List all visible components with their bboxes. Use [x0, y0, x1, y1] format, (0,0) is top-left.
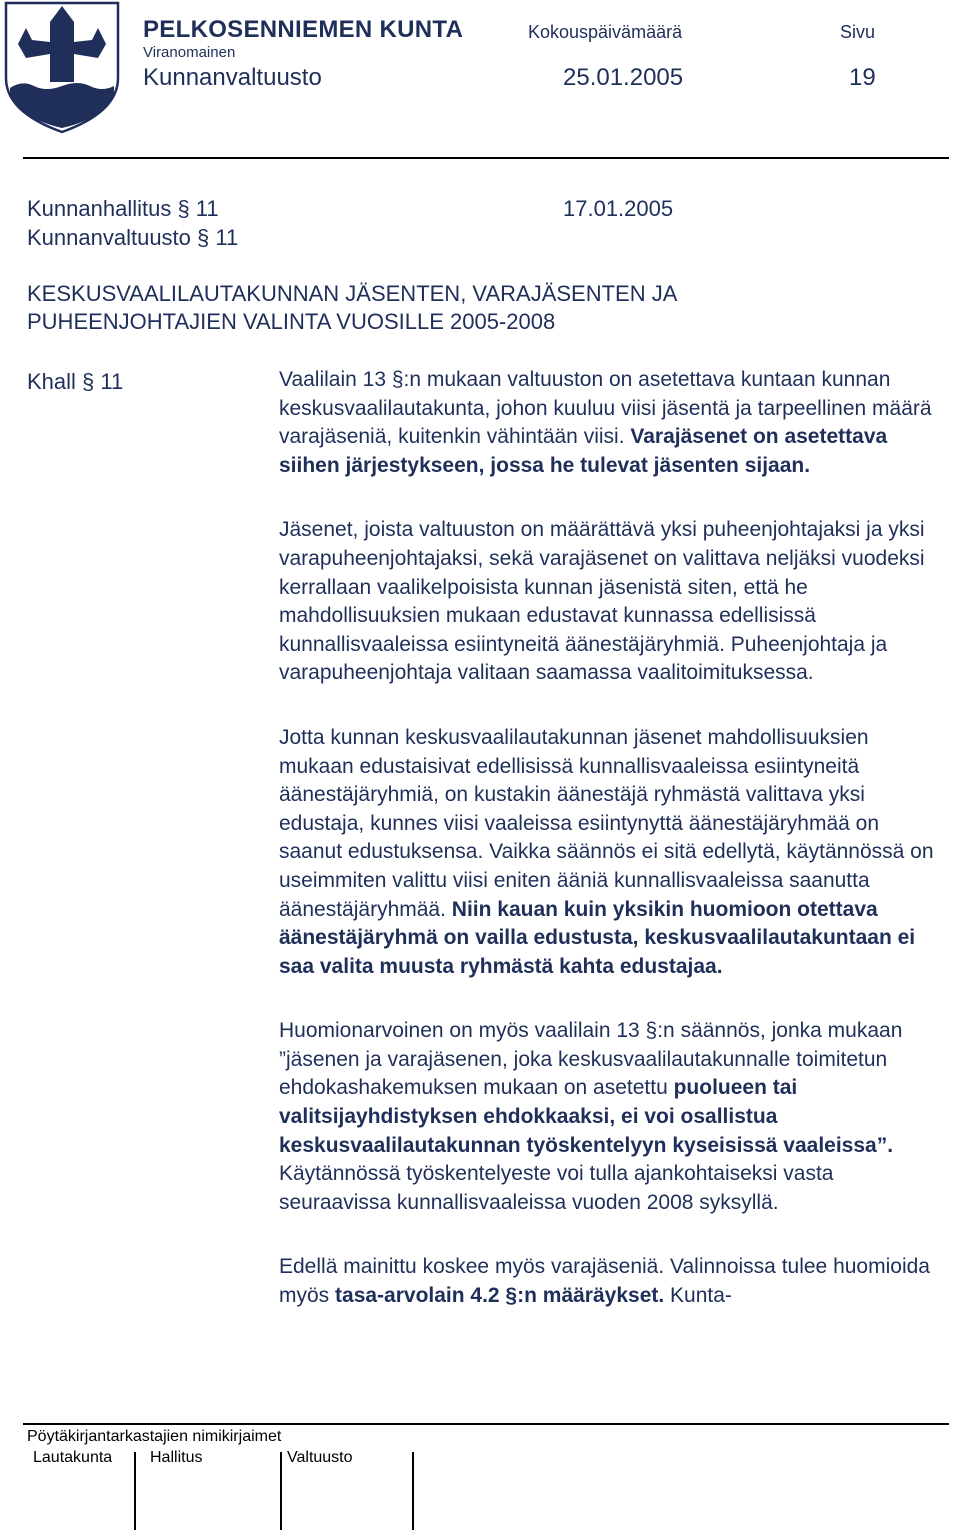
paragraph-4-text: Huomionarvoinen on myös vaalilain 13 §:n säännös, jonka mukaan ”jäsenen ja varajäsenen, joka keskusvaalilautakunnalle toimitetun ehdokashakemuksen mukaan on asetettu	[279, 1019, 903, 1100]
meeting-date: 25.01.2005	[563, 64, 684, 91]
footer-divider	[23, 1423, 949, 1425]
meeting-date-label: Kokouspäivämäärä	[528, 22, 683, 42]
footer-separator-3	[412, 1452, 414, 1530]
paragraph-5-text: Edellä mainittu koskee myös varajäseniä. Valinnoissa tulee huomioida myös	[279, 1255, 930, 1308]
authority-name: Kunnanvaltuusto	[143, 64, 322, 91]
paragraph-5-end: Kunta-	[664, 1284, 732, 1308]
municipality-name: PELKOSENNIEMEN KUNTA	[143, 16, 464, 43]
page-label: Sivu	[840, 22, 876, 42]
paragraph-3-emphasis: Niin kauan kuin yksikin huomioon otettava äänestäjäryhmä on vailla edustusta, keskusvaalilautakuntaan ei saa valita muusta ryhmästä kahta edustajaa.	[279, 897, 916, 978]
body-text	[279, 366, 947, 1347]
authority-label: Viranomainen	[143, 44, 236, 61]
footer-separator-1	[134, 1452, 136, 1530]
paragraph-4-emphasis: puolueen tai valitsijayhdistyksen ehdokkaaksi, ei voi osallistua keskusvaalilautakunnan työskentelyyn kyseisissä vaaleissa”.	[279, 1076, 894, 1157]
document-title-line-1: KESKUSVAALILAUTAKUNNAN JÄSENTEN, VARAJÄSENTEN JA	[27, 281, 678, 306]
paragraph-2	[279, 516, 947, 688]
paragraph-5-emphasis: tasa-arvolain 4.2 §:n määräykset.	[335, 1284, 665, 1308]
paragraph-5	[279, 1253, 947, 1310]
board-reference: Kunnanhallitus § 11	[27, 196, 219, 221]
footer-title: Pöytäkirjantarkastajien nimikirjaimet	[27, 1428, 282, 1445]
board-date: 17.01.2005	[563, 196, 674, 221]
section-label: Khall § 11	[27, 369, 124, 394]
header-divider	[23, 157, 949, 159]
paragraph-3-text: Jotta kunnan keskusvaalilautakunnan jäsenet mahdollisuuksien mukaan edustaisivat edellisissä kunnallisvaaleissa esiintyneitä äänestäjäryhmiä, on kustakin äänestäjä ryhmästä valittava yksi edustaja, kunnes viisi vaaleissa esiintynyttä äänestäjäryhmää on saanut edustuksensa. Vaikka säännös ei sitä edellytä, käytännössä on useimmiten valittu viisi eniten ääniä kunnallisvaaleissa saanutta äänestäjäryhmää.	[279, 725, 934, 921]
paragraph-4-end: Käytännössä työskentelyeste voi tulla ajankohtaiseksi vasta seuraavissa kunnallisvaaleissa vuoden 2008 syksyllä.	[279, 1162, 834, 1214]
paragraph-1	[279, 366, 947, 480]
paragraph-3	[279, 724, 947, 981]
municipal-coat-of-arms	[2, 0, 122, 135]
paragraph-4	[279, 1017, 947, 1217]
document-title-line-2: PUHEENJOHTAJIEN VALINTA VUOSILLE 2005-2008	[27, 309, 556, 334]
page-number: 19	[849, 64, 876, 91]
paragraph-1-emphasis: Varajäsenet on asetettava siihen järjestykseen, jossa he tulevat jäsenten sijaan.	[279, 425, 888, 477]
footer-column-valtuusto: Valtuusto	[287, 1449, 353, 1466]
paragraph-1-text: Vaalilain 13 §:n mukaan valtuuston on asetettava kuntaan kunnan keskusvaalilautakunta, johon kuuluu viisi jäsentä ja tarpeellinen määrä varajäseniä, kuitenkin vähintään viisi.	[279, 368, 932, 449]
footer-column-lautakunta: Lautakunta	[33, 1449, 113, 1466]
council-reference: Kunnanvaltuusto § 11	[27, 225, 239, 250]
paragraph-2-text: Jäsenet, joista valtuuston on määrättävä yksi puheenjohtajaksi ja yksi varapuheenjohtajaksi, sekä varajäsenet on valittava neljäksi vuodeksi kerrallaan vaalikelpoisista kunnan jäsenistä siten, että he mahdollisuuksien mukaan edustavat kunnassa edellisissä kunnallisvaaleissa esiintyneitä äänestäjäryhmiä. Puheenjohtaja ja varapuheenjohtaja valitaan saamassa vaalitoimituksessa.	[279, 518, 925, 685]
footer-column-hallitus: Hallitus	[150, 1449, 203, 1466]
footer-separator-2	[280, 1452, 282, 1530]
